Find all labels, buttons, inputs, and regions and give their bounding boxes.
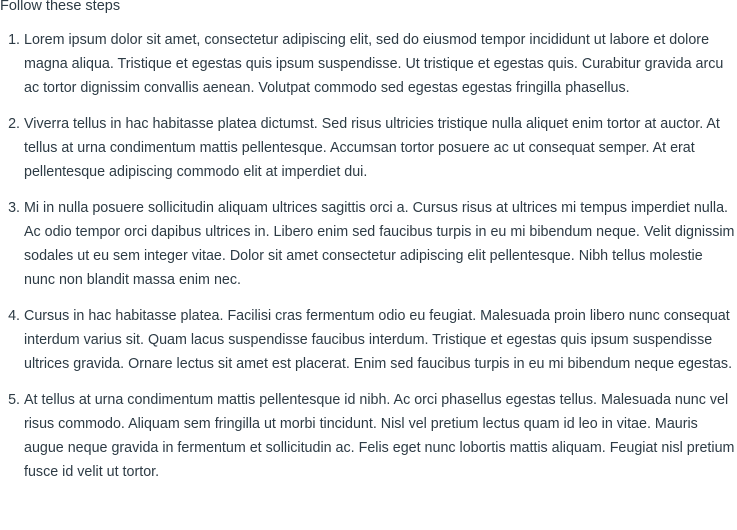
steps-list [0, 28, 737, 484]
step-item: 1. Lorem ipsum dolor sit amet, consectetur adipiscing elit, sed do eiusmod tempor incididunt ut labore et dolore magna aliqua. Tristique et egestas quis ipsum suspendisse. Ut tristique et egestas quis. Curabitur gravida arcu ac tortor dignissim convallis aenean. Volutpat commodo sed egestas egestas fringilla phasellus. [24, 28, 737, 100]
step-item: 5. At tellus at urna condimentum mattis pellentesque id nibh. Ac orci phasellus egestas tellus. Malesuada nunc vel risus commodo. Aliquam sem fringilla ut morbi tincidunt. Nisl vel pretium lectus quam id leo in vitae. Mauris augue neque gravida in fermentum et sollicitudin ac. Felis eget nunc lobortis mattis aliquam. Feugiat nisl pretium fusce id velit ut tortor. [24, 388, 737, 484]
step-item: 2. Viverra tellus in hac habitasse platea dictumst. Sed risus ultricies tristique nulla aliquet enim tortor at auctor. At tellus at urna condimentum mattis pellentesque. Accumsan tortor posuere ac ut consequat semper. At erat pellentesque adipiscing commodo elit at imperdiet dui. [24, 112, 737, 184]
step-item: 3. Mi in nulla posuere sollicitudin aliquam ultrices sagittis orci a. Cursus risus at ultrices mi tempus imperdiet nulla. Ac odio tempor orci dapibus ultrices in. Libero enim sed faucibus turpis in eu mi bibendum neque. Velit dignissim sodales ut eu sem integer vitae. Dolor sit amet consectetur adipiscing elit pellentesque. Nibh tellus molestie nunc non blandit massa enim nec. [24, 196, 737, 292]
steps-heading: Follow these steps [0, 0, 121, 14]
step-item: 4. Cursus in hac habitasse platea. Facilisi cras fermentum odio eu feugiat. Malesuada proin libero nunc consequat interdum varius sit. Quam lacus suspendisse faucibus interdum. Tristique et egestas quis ipsum suspendisse ultrices gravida. Ornare lectus sit amet est placerat. Enim sed faucibus turpis in eu mi bibendum neque egestas. [24, 304, 737, 376]
